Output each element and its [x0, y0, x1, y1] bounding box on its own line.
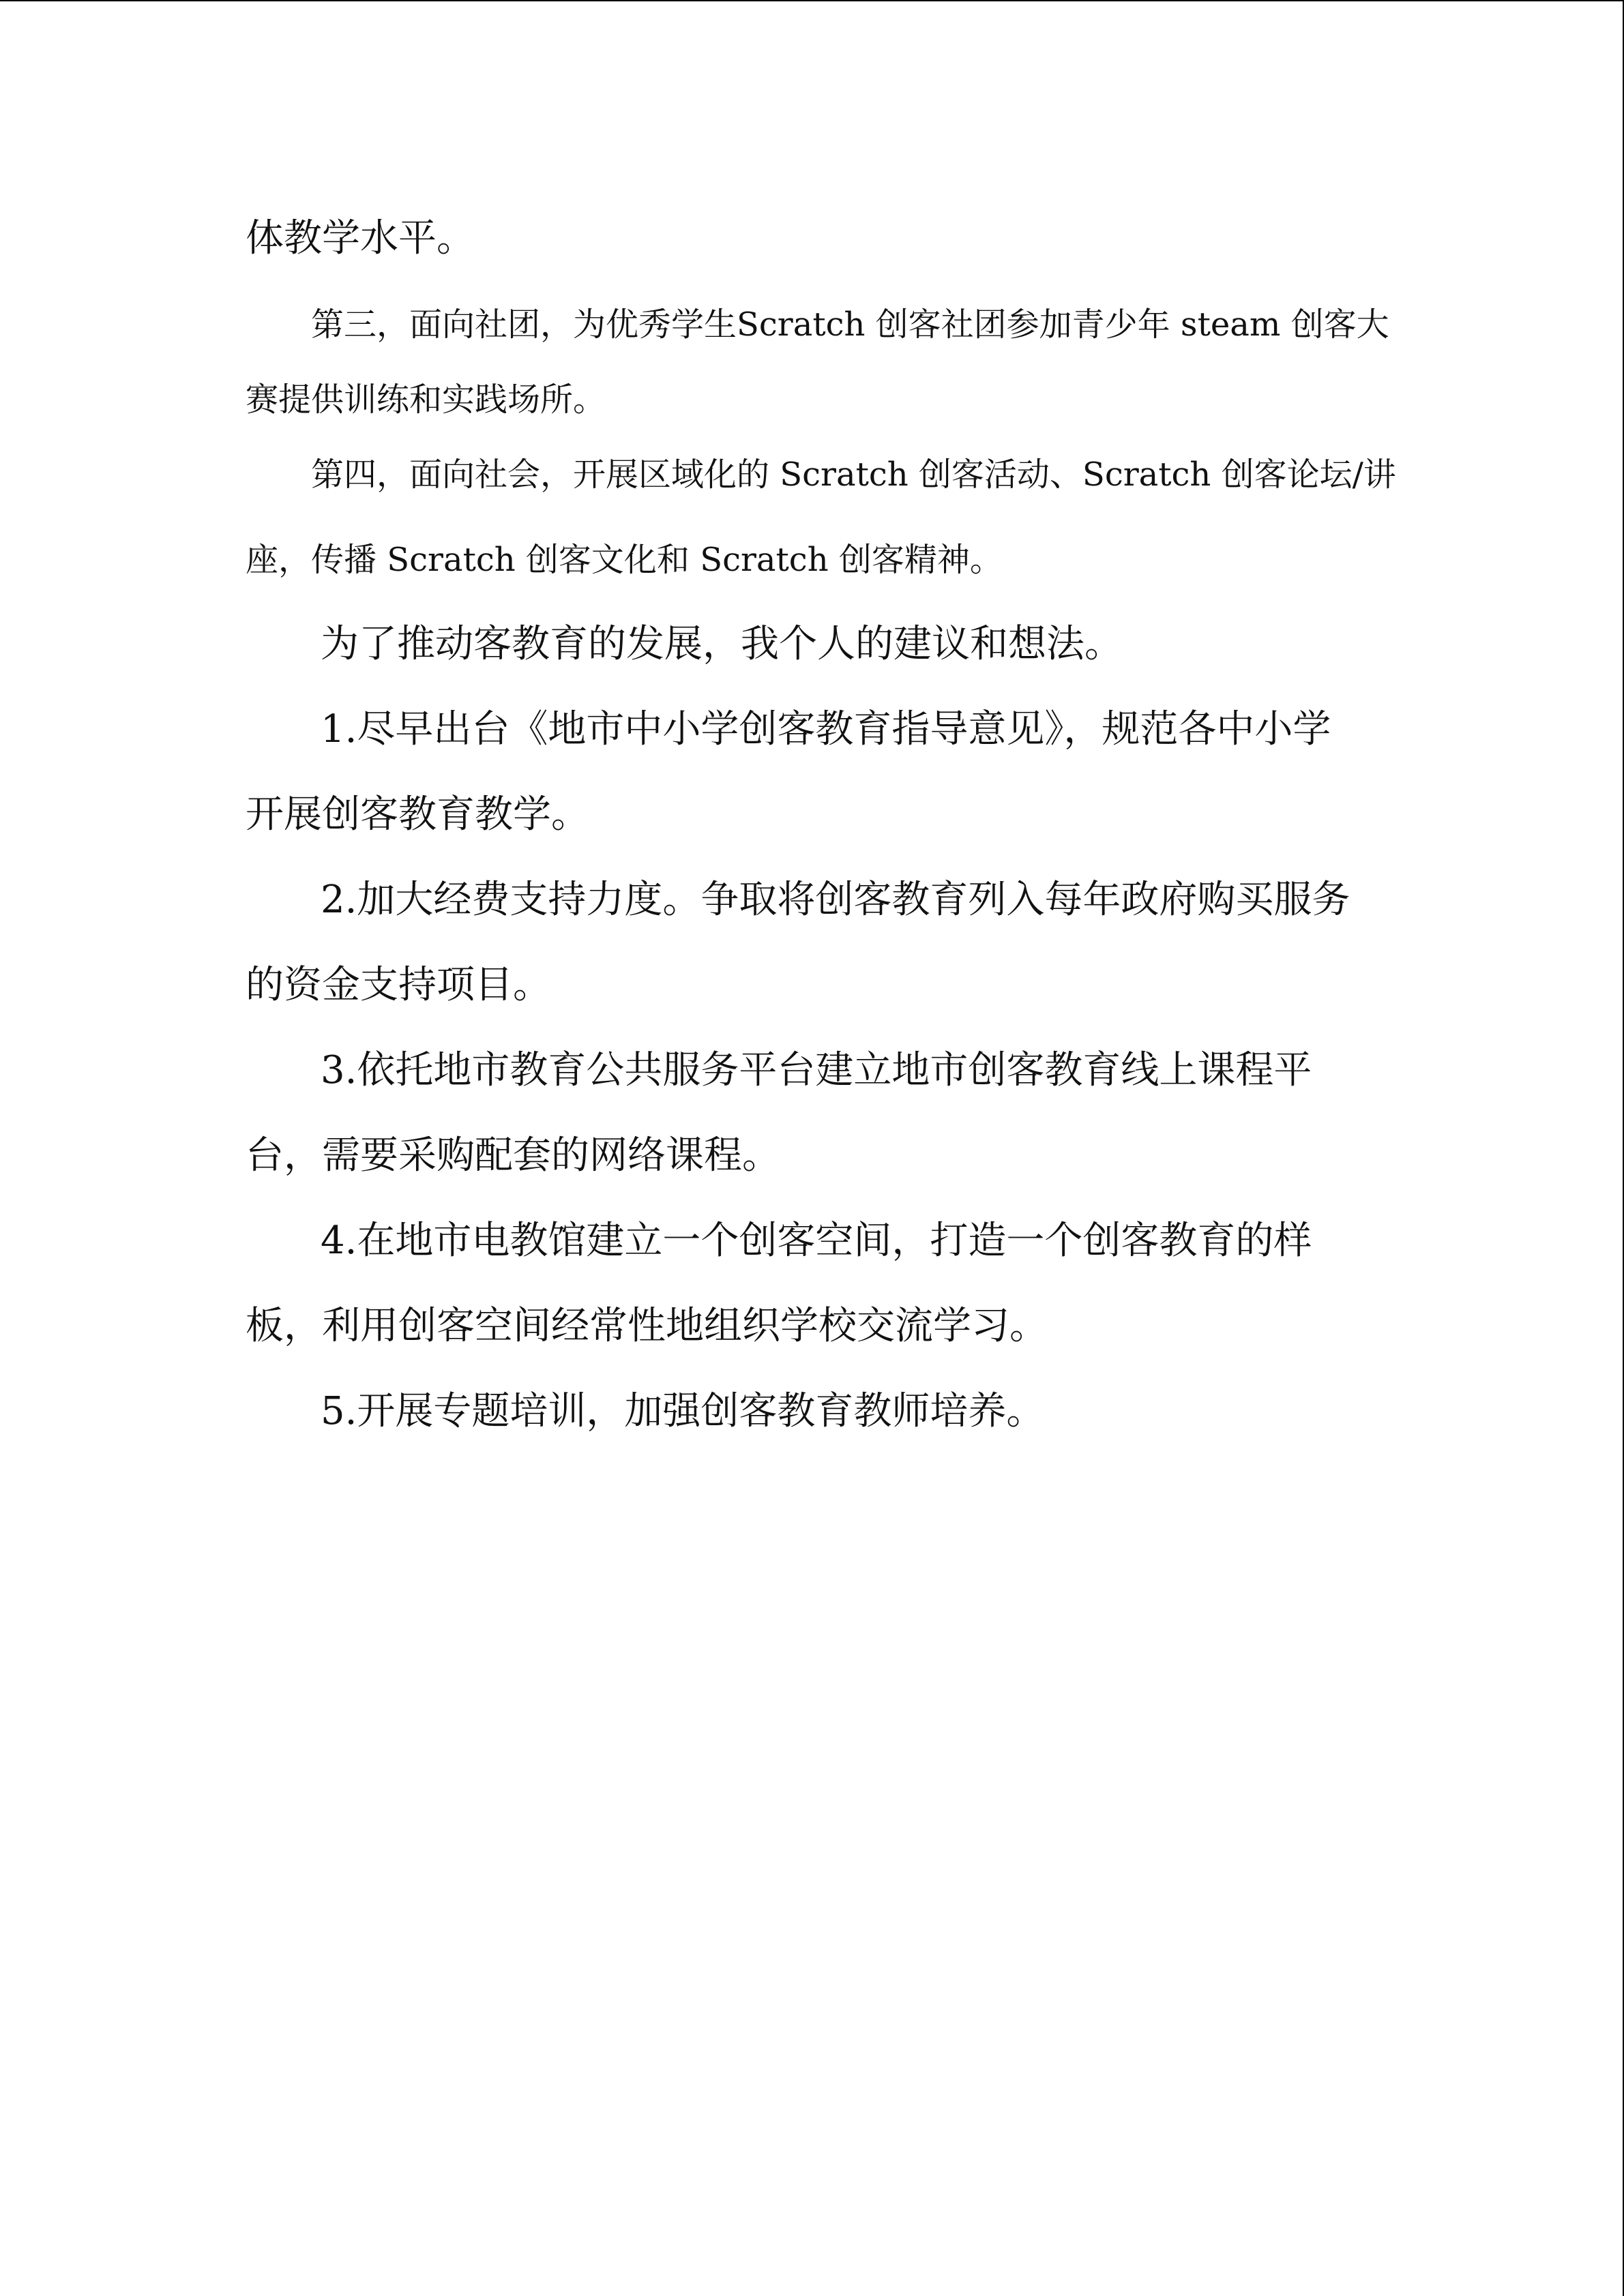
- suggestion-1-line-1: 1.尽早出台《地市中小学创客教育指导意见》，规范各中小学: [321, 707, 1331, 751]
- suggestion-2-line-2: 的资金支持项目。: [246, 963, 551, 1007]
- suggestion-3-line-2: 台，需要采购配套的网络课程。: [246, 1133, 780, 1178]
- suggestion-4-line-2: 板，利用创客空间经常性地组织学校交流学习。: [246, 1304, 1048, 1348]
- suggestion-3-line-1: 3.依托地市教育公共服务平台建立地市创客教育线上课程平: [321, 1048, 1312, 1092]
- suggestion-5-line-1: 5.开展专题培训，加强创客教育教师培养。: [321, 1389, 1045, 1433]
- paragraph-line-3: 赛提供训练和实践场所。: [246, 381, 606, 419]
- suggestion-1-line-2: 开展创客教育教学。: [246, 792, 589, 837]
- section-heading: 为了推动客教育的发展，我个人的建议和想法。: [321, 622, 1123, 666]
- paragraph-line-2: 第三，面向社团，为优秀学生Scratch 创客社团参加青少年 steam 创客大: [311, 305, 1389, 344]
- paragraph-line-1: 体教学水平。: [246, 216, 475, 260]
- paragraph-line-4: 第四，面向社会，开展区域化的 Scratch 创客活动、Scratch 创客论坛/讲: [311, 456, 1396, 494]
- suggestion-4-line-1: 4.在地市电教馆建立一个创客空间，打造一个创客教育的样: [321, 1219, 1312, 1263]
- paragraph-line-5: 座，传播 Scratch 创客文化和 Scratch 创客精神。: [246, 541, 1003, 579]
- suggestion-2-line-1: 2.加大经费支持力度。争取将创客教育列入每年政府购买服务: [321, 878, 1350, 922]
